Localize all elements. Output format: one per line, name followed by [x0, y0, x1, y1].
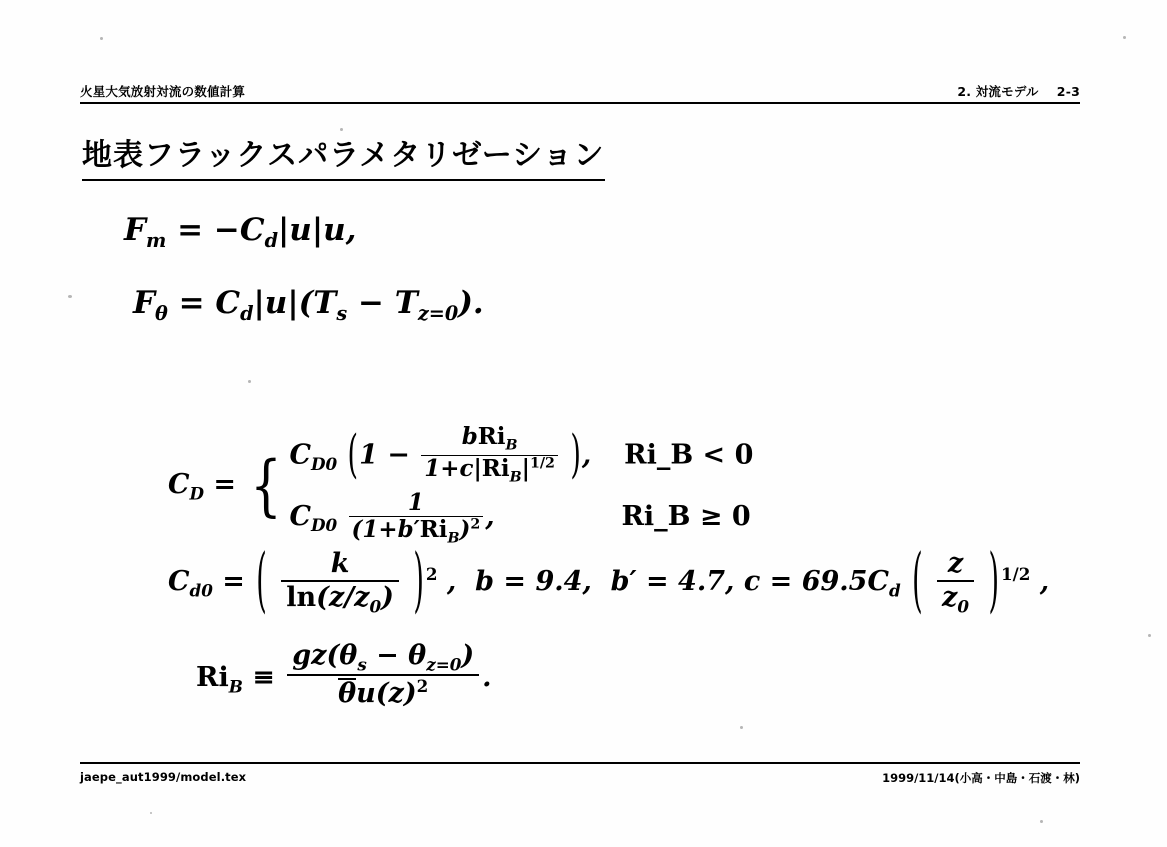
page-title: 地表フラックスパラメタリゼーション	[82, 130, 605, 181]
scan-speck	[248, 380, 251, 383]
paren-open-large-2: (	[912, 540, 923, 622]
header-rule	[80, 102, 1080, 104]
eq1-expression: $F_m = -C_d|u|u$,	[124, 212, 357, 253]
paren-open-large: (	[256, 540, 267, 622]
header-title-left: 火星大気放射対流の数値計算	[80, 84, 246, 99]
footer-rule	[80, 762, 1080, 764]
eq3-lhs: $C_D$ =	[168, 469, 237, 504]
fraction-bri-over-1pcri: $\frac{bRi_B}{1+c|Ri_B|^{1/2}}$	[421, 424, 558, 486]
paren-close: )	[570, 425, 581, 485]
eq2-expression: $F_\theta = C_d|u|(T_s - T_{z=0})$.	[133, 285, 484, 326]
scan-speck	[1148, 634, 1151, 637]
eq4-c-value: c = 69.5	[743, 565, 868, 597]
eq3-cases-group	[245, 420, 753, 551]
left-brace-glyph: {	[250, 446, 283, 524]
scan-speck	[68, 295, 72, 298]
equation-cd0	[168, 540, 1050, 622]
paren-open: (	[347, 425, 359, 485]
eq5-expression: $Ri_B$ ≡ $\frac{gz(\theta_s - \theta_{z=0})}{\theta u(z)^2}$ .	[196, 640, 492, 710]
scan-speck	[100, 37, 103, 40]
equation-rib	[196, 640, 492, 711]
scan-speck	[1123, 36, 1126, 39]
eq4-bprime-value: b′ = 4.7,	[610, 565, 735, 597]
equation-ftheta	[133, 285, 484, 325]
equation-cd-cases	[168, 420, 753, 551]
eq3-case-2: $C_{D0}$ $\frac{1}{(1+b'Ri_B)^2}$ , Ri_B ≥ 0	[289, 489, 751, 547]
scan-speck	[150, 812, 152, 814]
header-section-right: 2. 対流モデル 2-3	[957, 84, 1080, 99]
eq4-b-value: b = 9.4,	[475, 565, 592, 597]
footer-date-authors: 1999/11/14(小高・中島・石渡・林)	[882, 771, 1080, 785]
fraction-1-over-1pbri-sq: $\frac{1}{(1+b'Ri_B)^2}$	[349, 490, 484, 547]
paren-close-large-2: )	[988, 540, 999, 622]
eq3-cond-1: Ri_B < 0	[624, 439, 754, 471]
fraction-k-over-lnz: $\frac{k}{\ln(z/z_0)}$	[281, 548, 399, 617]
scan-speck	[740, 726, 743, 729]
running-header	[80, 82, 1080, 100]
eq4-expression: $C_{d0}$ = ( $\frac{k}{\ln(z/z_0)}$ ) $^2$ , b = 9.4, b′ = 4.7, $c = 69.5C_d$ ( $\frac{z}{z_0}$ ) $^{1/2}$ ,	[168, 540, 1050, 622]
eq3-cond-2: Ri_B ≥ 0	[621, 500, 751, 532]
fraction-z-over-z0: $\frac{z}{z_0}$	[937, 548, 974, 617]
paren-close-large: )	[413, 540, 424, 622]
equation-fm	[124, 212, 356, 252]
scan-speck	[1040, 820, 1043, 823]
footer-source-path: jaepe_aut1999/model.tex	[80, 770, 247, 784]
fraction-rib-definition: $\frac{gz(\theta_s - \theta_{z=0})}{\theta u(z)^2}$	[287, 640, 479, 711]
page-footer	[80, 770, 1080, 786]
eq3-case-1: $C_{D0}$ (1 − $\frac{bRi_B}{1+c|Ri_B|^{1/2}}$ ), Ri_B < 0	[289, 423, 754, 486]
